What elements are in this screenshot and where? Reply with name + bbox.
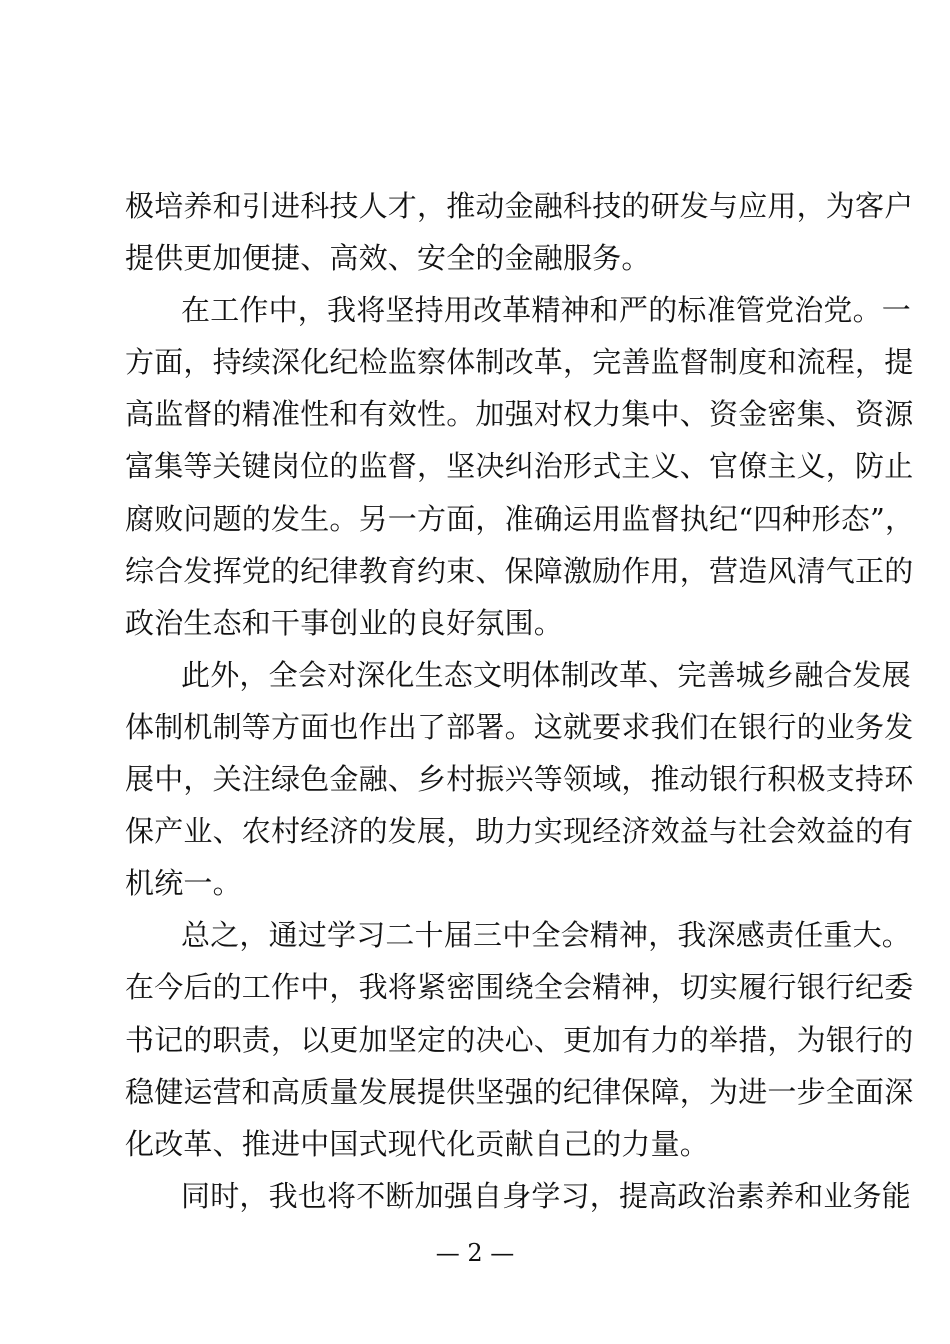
paragraph-line: 机统一。 (125, 866, 242, 901)
paragraph-line: 展中，关注绿色金融、乡村振兴等领域，推动银行积极支持环 (125, 762, 914, 797)
paragraph-first-line: 同时，我也将不断加强自身学习，提高政治素养和业务能 (181, 1178, 912, 1213)
paragraph-line: 富集等关键岗位的监督，坚决纠治形式主义、官僚主义，防止 (125, 449, 914, 484)
paragraph-line: 极培养和引进科技人才，推动金融科技的研发与应用，为客户 (125, 189, 914, 223)
paragraph-line: 高监督的精准性和有效性。加强对权力集中、资金密集、资源 (125, 397, 914, 432)
paragraph-line: 方面，持续深化纪检监察体制改革，完善监督制度和流程，提 (125, 345, 914, 380)
paragraph-line: 综合发挥党的纪律教育约束、保障激励作用，营造风清气正的 (125, 553, 914, 588)
paragraph-line: 化改革、推进中国式现代化贡献自己的力量。 (125, 1126, 710, 1161)
paragraph-line: 提供更加便捷、高效、安全的金融服务。 (125, 241, 651, 276)
paragraph-first-line: 在工作中，我将坚持用改革精神和严的标准管党治党。一 (181, 293, 912, 328)
paragraph-first-line: 总之，通过学习二十届三中全会精神，我深感责任重大。 (181, 918, 912, 953)
paragraph-first-line: 此外，全会对深化生态文明体制改革、完善城乡融合发展 (181, 657, 912, 692)
document-body (125, 180, 915, 1222)
paragraph-line: 腐败问题的发生。另一方面，准确运用监督执纪“四种形态”， (125, 501, 915, 536)
paragraph-line: 在今后的工作中，我将紧密围绕全会精神，切实履行银行纪委 (125, 970, 914, 1005)
page-number: — 2 — (435, 1239, 515, 1267)
paragraph-line: 书记的职责，以更加坚定的决心、更加有力的举措，为银行的 (125, 1022, 914, 1057)
paragraph-line: 体制机制等方面也作出了部署。这就要求我们在银行的业务发 (125, 709, 914, 744)
paragraph-line: 政治生态和干事创业的良好氛围。 (125, 605, 564, 640)
paragraph-line: 保产业、农村经济的发展，助力实现经济效益与社会效益的有 (125, 814, 914, 849)
paragraph-line: 稳健运营和高质量发展提供坚强的纪律保障，为进一步全面深 (125, 1074, 914, 1109)
